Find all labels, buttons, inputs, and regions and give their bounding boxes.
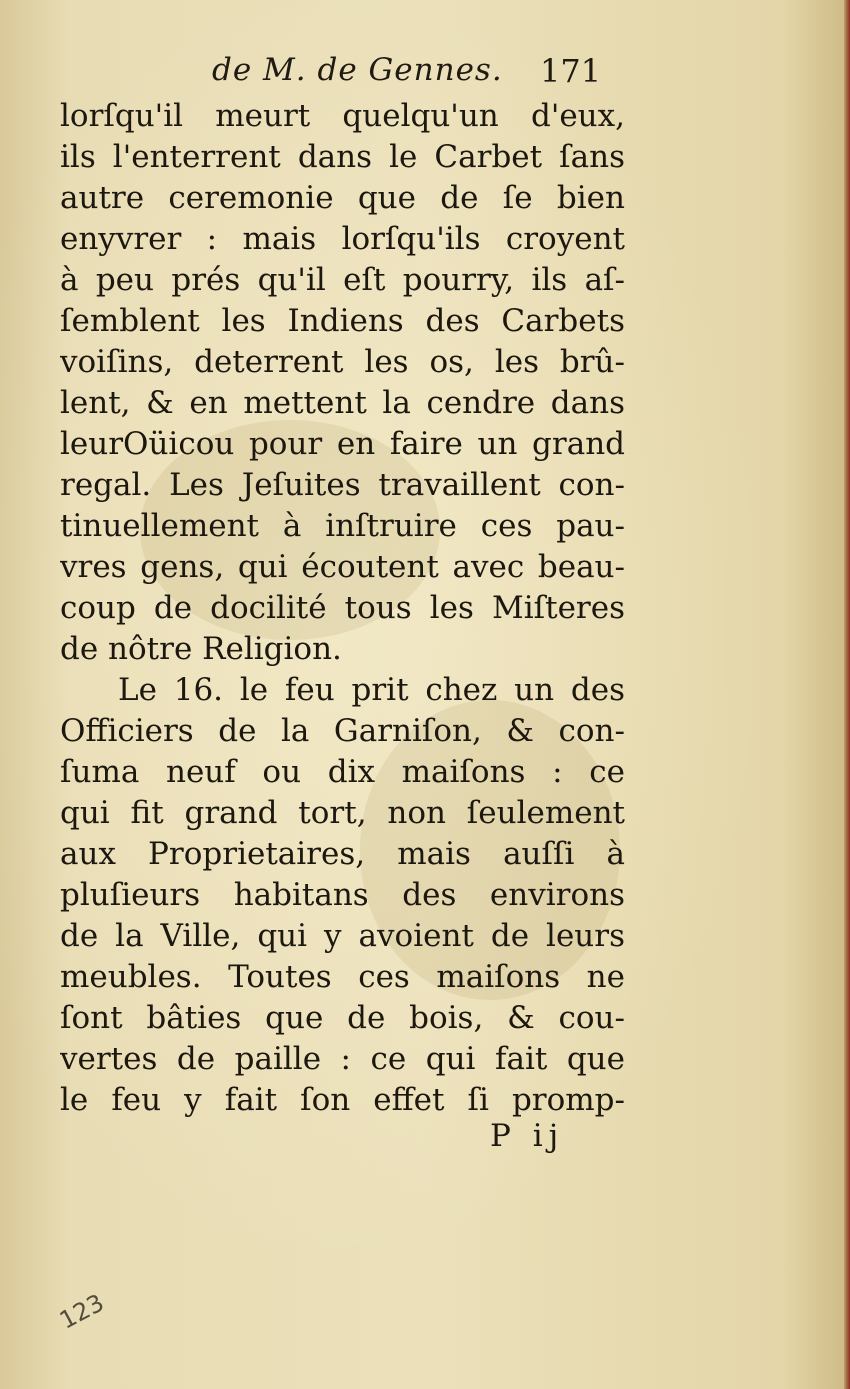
text-line: le feu y fait ſon effet ſi promp- bbox=[60, 1082, 625, 1118]
text-line: de nôtre Religion. bbox=[60, 631, 342, 667]
text-line: lorſqu'il meurt quelqu'un d'eux, bbox=[60, 98, 625, 134]
text-line: vres gens, qui écoutent avec beau- bbox=[60, 549, 625, 585]
text-line: coup de docilité tous les Miſteres bbox=[60, 590, 625, 626]
text-line: voiſins, deterrent les os, les brû- bbox=[60, 344, 625, 380]
body-text bbox=[60, 96, 625, 1121]
text-line-paragraph-start: Le 16. le feu prit chez un des bbox=[118, 672, 625, 708]
page-number: 171 bbox=[540, 52, 602, 90]
text-line: regal. Les Jeſuites travaillent con- bbox=[60, 467, 625, 503]
text-line: autre ceremonie que de ſe bien bbox=[60, 180, 625, 216]
text-line: vertes de paille : ce qui fait que bbox=[60, 1041, 625, 1077]
signature-mark: P ij bbox=[490, 1118, 565, 1154]
text-line: ſont bâties que de bois, & cou- bbox=[60, 1000, 625, 1036]
text-line: de la Ville, qui y avoient de leurs bbox=[60, 918, 625, 954]
running-title: de M. de Gennes. bbox=[212, 52, 503, 88]
text-line: à peu prés qu'il eſt pourry, ils aſ- bbox=[60, 262, 625, 298]
text-line: meubles. Toutes ces maiſons ne bbox=[60, 959, 625, 995]
text-line: tinuellement à inſtruire ces pau- bbox=[60, 508, 625, 544]
text-line: ils l'enterrent dans le Carbet ſans bbox=[60, 139, 625, 175]
text-line: ſemblent les Indiens des Carbets bbox=[60, 303, 625, 339]
text-line: enyvrer : mais lorſqu'ils croyent bbox=[60, 221, 625, 257]
running-head bbox=[0, 52, 850, 102]
handwritten-folio-note: 123 bbox=[55, 1288, 109, 1335]
text-line: ſuma neuf ou dix maiſons : ce bbox=[60, 754, 625, 790]
text-line: qui fit grand tort, non ſeulement bbox=[60, 795, 625, 831]
text-line: Officiers de la Garniſon, & con- bbox=[60, 713, 625, 749]
text-line: lent, & en mettent la cendre dans bbox=[60, 385, 625, 421]
text-line: aux Proprietaires, mais auſſi à bbox=[60, 836, 625, 872]
page-edge bbox=[844, 0, 850, 1389]
text-line: leurOüicou pour en faire un grand bbox=[60, 426, 625, 462]
text-line: pluſieurs habitans des environs bbox=[60, 877, 625, 913]
